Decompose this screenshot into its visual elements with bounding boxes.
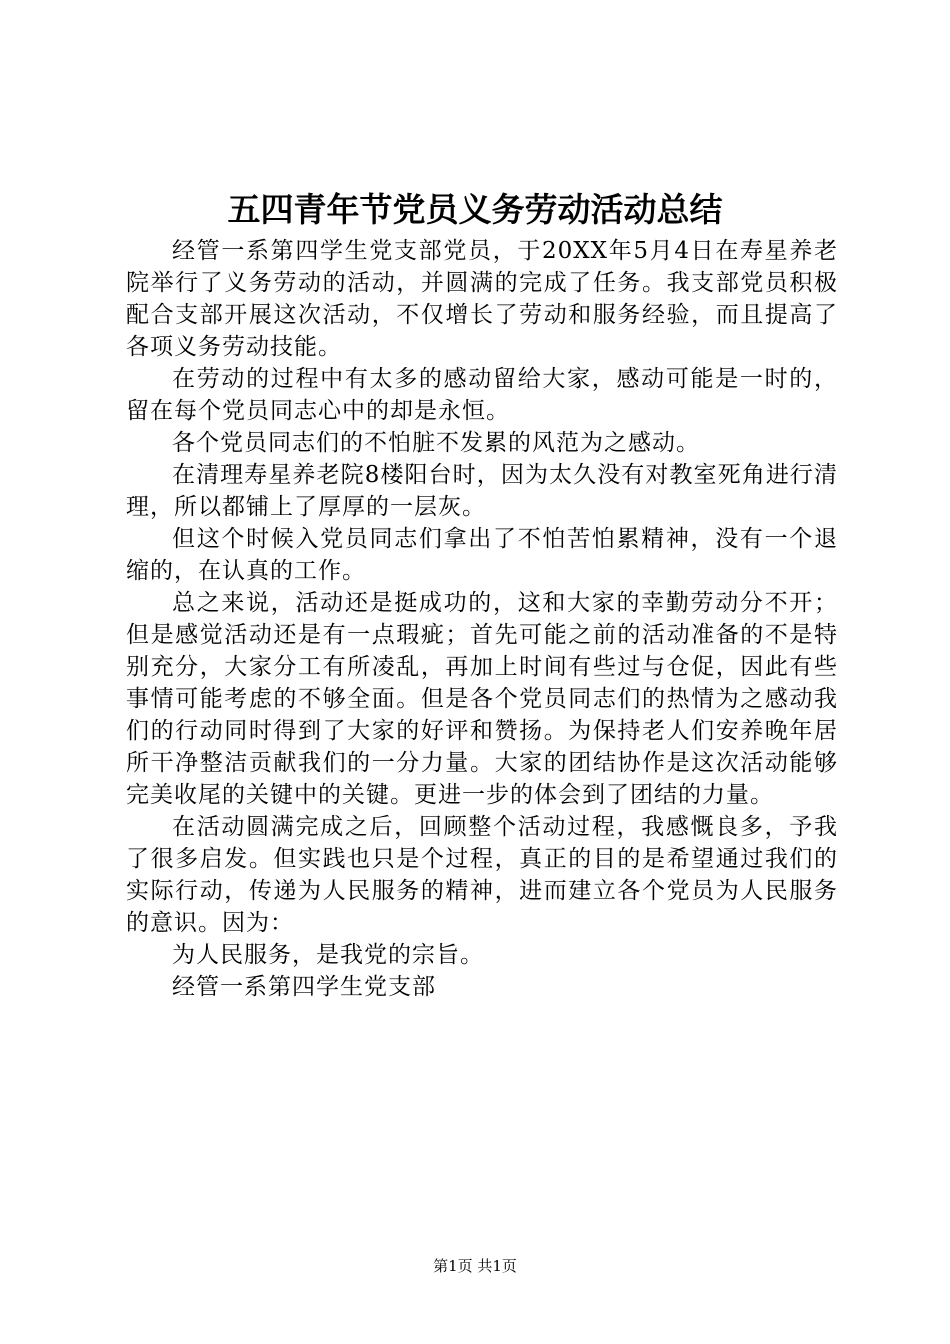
signature-line: 经管一系第四学生党支部 [172, 974, 436, 1000]
document-body [126, 235, 838, 1003]
page-number-footer: 第1页 共1页 [433, 1257, 517, 1275]
paragraph: 在劳动的过程中有太多的感动留给大家，感动可能是一时的，留在每个党员同志心中的却是永恒。 [126, 366, 838, 424]
document-title: 五四青年节党员义务劳动活动总结 [227, 190, 723, 229]
paragraph: 经管一系第四学生党支部党员，于20XX年5月4日在寿星养老院举行了义务劳动的活动，并圆满的完成了任务。我支部党员积极配合支部开展这次活动，不仅增长了劳动和服务经验，而且提高了各项义务劳动技能。 [126, 238, 838, 360]
paragraph: 为人民服务，是我党的宗旨。 [172, 942, 484, 968]
paragraph: 总之来说，活动还是挺成功的，这和大家的幸勤劳动分不开；但是感觉活动还是有一点瑕疵；首先可能之前的活动准备的不是特别充分，大家分工有所凌乱，再加上时间有些过与仓促，因此有些事情可能考虑的不够全面。但是各个党员同志们的热情为之感动我们的行动同时得到了大家的好评和赞扬。为保持老人们安养晚年居所干净整洁贡献我们的一分力量。大家的团结协作是这次活动能够完美收尾的关键中的关键。更进一步的体会到了团结的力量。 [126, 590, 838, 808]
paragraph: 在活动圆满完成之后，回顾整个活动过程，我感慨良多，予我了很多启发。但实践也只是个过程，真正的目的是希望通过我们的实际行动，传递为人民服务的精神，进而建立各个党员为人民服务的意识。因为： [126, 814, 838, 936]
paragraph: 但这个时候入党员同志们拿出了不怕苦怕累精神，没有一个退缩的，在认真的工作。 [126, 526, 838, 584]
paragraph: 在清理寿星养老院8楼阳台时，因为太久没有对教室死角进行清理，所以都铺上了厚厚的一层灰。 [126, 462, 838, 520]
paragraph: 各个党员同志们的不怕脏不发累的风范为之感动。 [172, 430, 700, 456]
